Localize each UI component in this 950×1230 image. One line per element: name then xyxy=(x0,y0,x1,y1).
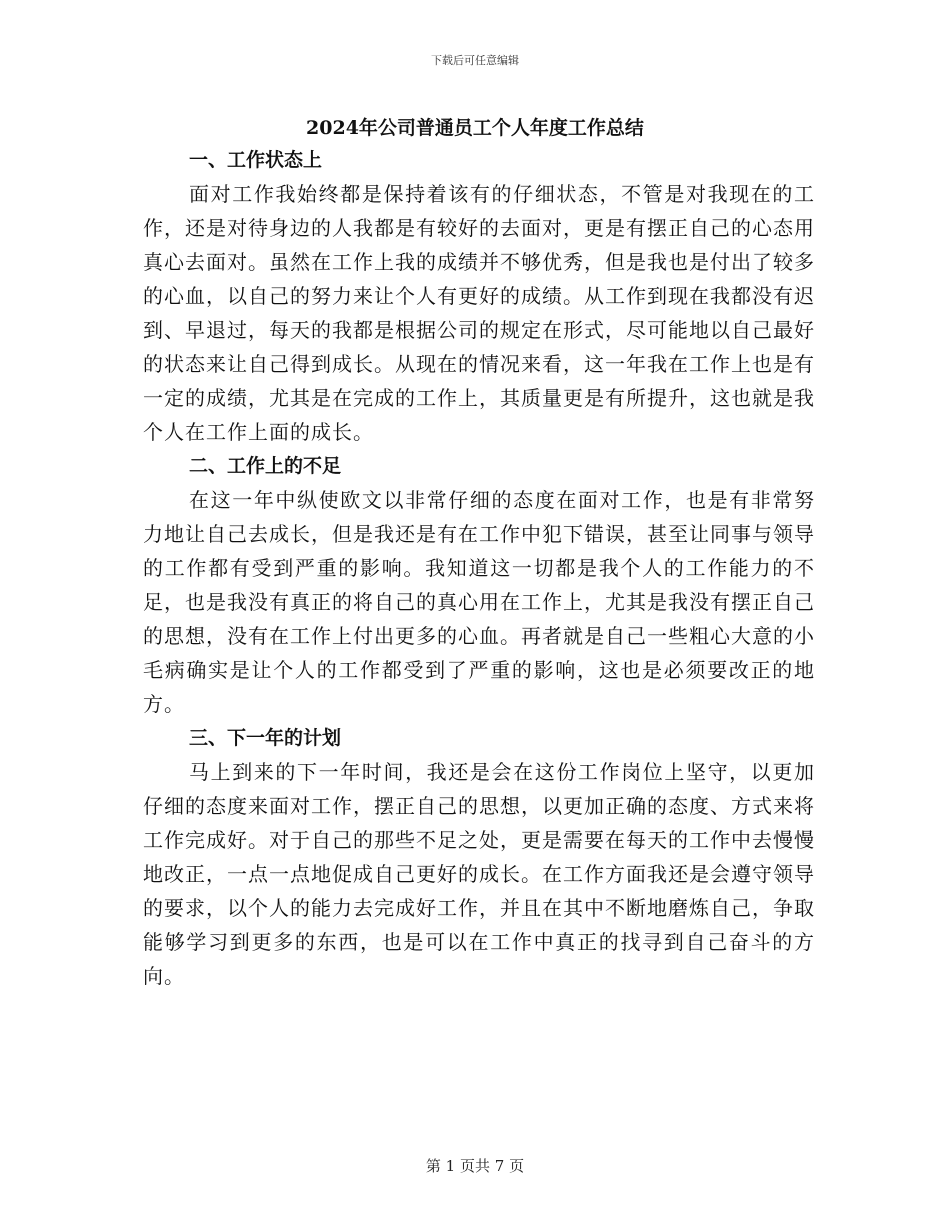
document-title: 2024年公司普通员工个人年度工作总结 xyxy=(306,117,644,139)
section-paragraph: 面对工作我始终都是保持着该有的仔细状态，不管是对我现在的工作，还是对待身边的人我都是有较好的去面对，更是有摆正自己的心态用真心去面对。虽然在工作上我的成绩并不够优秀，但是我也是付出了较多的心血，以自己的努力来让个人有更好的成绩。从工作到现在我都没有迟到、早退过，每天的我都是根据公司的规定在形式，尽可能地以自己最好的状态来让自己得到成长。从现在的情况来看，这一年我在工作上也是有一定的成绩，尤其是在完成的工作上，其质量更是有所提升，这也就是我个人在工作上面的成长。 xyxy=(143,182,815,444)
page-number: 第 1 页共 7 页 xyxy=(425,1157,525,1175)
section-heading: 二、工作上的不足 xyxy=(189,455,342,477)
section-heading: 三、下一年的计划 xyxy=(189,727,342,749)
section-paragraph: 在这一年中纵使欧文以非常仔细的态度在面对工作，也是有非常努力地让自己去成长，但是我还是有在工作中犯下错误，甚至让同事与领导的工作都有受到严重的影响。我知道这一切都是我个人的工作能力的不足，也是我没有真正的将自己的真心用在工作上，尤其是我没有摆正自己的思想，没有在工作上付出更多的心血。再者就是自己一些粗心大意的小毛病确实是让个人的工作都受到了严重的影响，这也是必须要改正的地方。 xyxy=(143,488,815,716)
section-work-status xyxy=(143,143,815,449)
section-paragraph: 马上到来的下一年时间，我还是会在这份工作岗位上坚守，以更加仔细的态度来面对工作，摆正自己的思想，以更加正确的态度、方式来将工作完成好。对于自己的那些不足之处，更是需要在每天的工作中去慢慢地改正，一点一点地促成自己更好的成长。在工作方面我还是会遵守领导的要求，以个人的能力去完成好工作，并且在其中不断地磨炼自己，争取能够学习到更多的东西，也是可以在工作中真正的找寻到自己奋斗的方向。 xyxy=(143,760,815,988)
document-body xyxy=(143,143,815,993)
section-heading: 一、工作状态上 xyxy=(189,149,323,171)
section-shortcomings xyxy=(143,449,815,721)
section-next-year-plan xyxy=(143,721,815,993)
page-header-note: 下载后可任意编辑 xyxy=(431,54,519,67)
